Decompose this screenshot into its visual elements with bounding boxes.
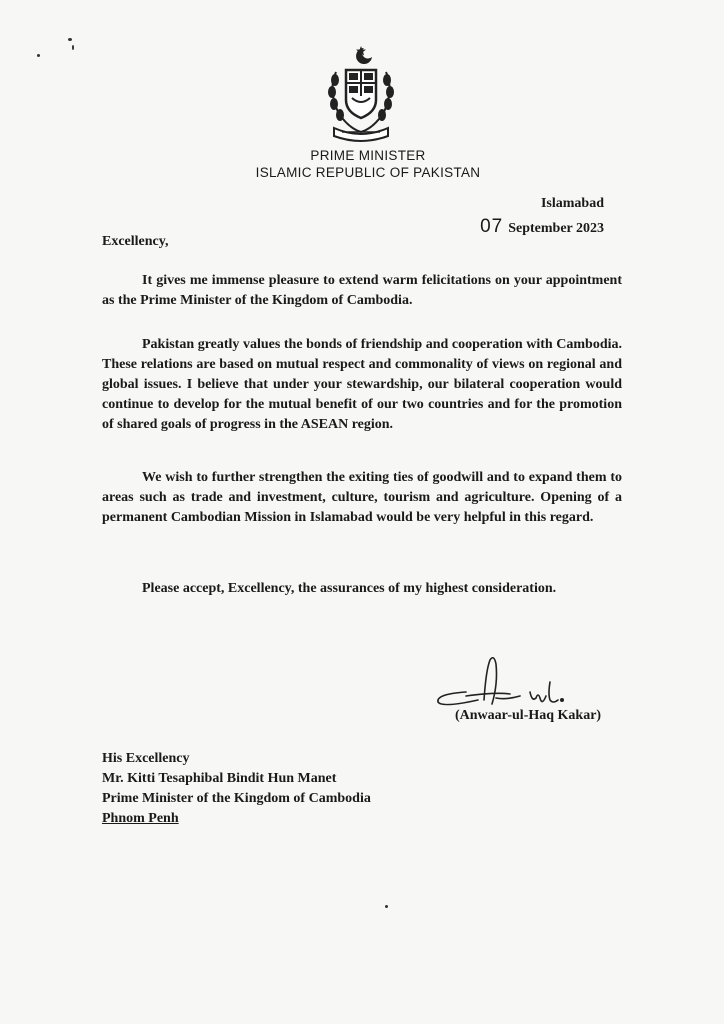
body-paragraph: It gives me immense pleasure to extend warm felicitations on your appointment as the Prime Minister of the Kingdom of Cambodia.: [102, 273, 622, 308]
addressee-line: His Excellency: [102, 751, 190, 766]
scan-speck: [37, 54, 40, 57]
letter-place: Islamabad: [540, 196, 604, 211]
addressee-city: Phnom Penh: [102, 811, 179, 826]
letterhead-country: ISLAMIC REPUBLIC OF PAKISTAN: [255, 165, 481, 180]
scan-speck: [72, 45, 74, 50]
date-day: 07: [480, 216, 504, 237]
state-emblem-icon: [316, 42, 406, 150]
date-month-year: September 2023: [508, 221, 604, 236]
letter-date: [480, 216, 604, 238]
handwritten-signature: [426, 652, 606, 714]
signatory-name: (Anwaar-ul-Haq Kakar): [455, 708, 602, 723]
body-paragraph: We wish to further strengthen the exiting ties of goodwill and to expand them to areas such as trade and investment, culture, tourism and agriculture. Opening of a permanent Cambodian Mission in Islamabad would be very helpful in this regard.: [102, 470, 622, 525]
letterhead-office: PRIME MINISTER: [310, 148, 426, 163]
addressee-line: Mr. Kitti Tesaphibal Bindit Hun Manet: [102, 771, 337, 786]
body-paragraph: Pakistan greatly values the bonds of friendship and cooperation with Cambodia. These relations are based on mutual respect and commonality of views on regional and global issues. I believe that under your stewardship, our bilateral cooperation would continue to develop for the mutual benefit of our two countries and for the promotion of shared goals of progress in the ASEAN region.: [102, 337, 622, 432]
addressee-line: Prime Minister of the Kingdom of Cambodia: [102, 791, 371, 806]
closing-paragraph: Please accept, Excellency, the assurances of my highest consideration.: [142, 581, 557, 596]
scan-speck: [68, 38, 72, 41]
scan-speck: [385, 905, 388, 908]
salutation: Excellency,: [102, 234, 169, 249]
